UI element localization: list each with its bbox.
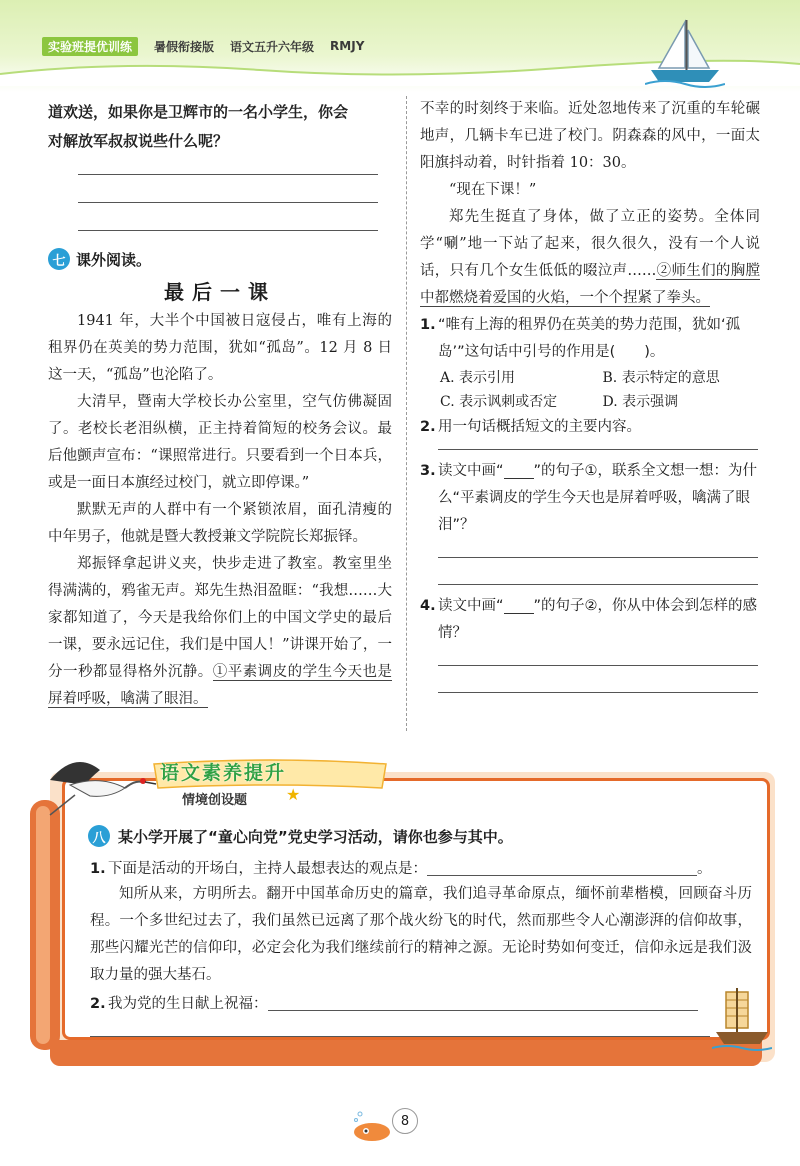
underline-mark — [504, 463, 534, 479]
panel-opening-paragraph: 知所从来，方明所去。翻开中国革命历史的篇章，我们追寻革命原点，缅怀前辈楷模，回顾奋斗历程。一个多世纪过去了，我们虽然已远离了那个战火纷飞的时代，然而那些令人心潮澎湃的信仰故事，那些闪耀光芒的信仰印，必定会化为我们继续前行的精神之源。无论时势如何变迁，信仰永远是我们汲取力量的强大基石。 — [90, 886, 752, 983]
story-paragraph-1: 1941 年，大半个中国被日寇侵占，唯有上海的租界仍在英美的势力范围，犹如“孤岛”。12 月 8 日这一天，“孤岛”也沦陷了。 — [48, 313, 392, 383]
q4-number: 4. — [420, 598, 436, 614]
panel-q2-number: 2. — [90, 996, 106, 1012]
story-paragraph-6 — [420, 204, 760, 312]
story-paragraph-5: “现在下课！” — [449, 182, 537, 198]
q1-options-row-1 — [420, 366, 765, 390]
header-subject: 语文五升六年级 — [230, 39, 315, 54]
q1-option-a[interactable]: A. 表示引用 — [440, 370, 516, 386]
panel-question-1 — [90, 855, 750, 883]
q4-text-a: 读文中画“ — [438, 598, 504, 614]
ribbon-title: 语文素养提升 — [160, 762, 287, 784]
story-paragraph-4-continued: 不幸的时刻终于来临。近处忽地传来了沉重的车轮碾地声，几辆卡车已进了校门。阴森森的风中，一面太阳旗抖动着，时针指着 10：30。 — [420, 101, 760, 171]
section-8-heading — [88, 825, 513, 847]
story-paragraph-4-text: 郑振铎拿起讲义夹，快步走进了教室。教室里坐得满满的，鸦雀无声。郑先生热泪盈眶：“我想……大家都知道了，今天是我给你们上的中国文学史的最后一课，要永远记住，我们是中国人！”讲课开始了，一分一秒都显得格外沉静。 — [48, 556, 392, 680]
answer-line[interactable] — [427, 875, 697, 876]
section-8-badge: 八 — [88, 825, 110, 847]
section-8-title: 某小学开展了“童心向党”党史学习活动，请你也参与其中。 — [118, 827, 513, 846]
answer-line[interactable] — [438, 692, 758, 693]
question-2 — [420, 414, 765, 441]
answer-line[interactable] — [438, 557, 758, 558]
junk-boat-icon — [712, 986, 772, 1056]
q3-text-a: 读文中画“ — [438, 463, 504, 479]
story-paragraph-3: 默默无声的人群中有一个紧锁浓眉，面孔清瘦的中年男子，他就是暨大教授兼文学院院长郑振铎。 — [48, 502, 392, 545]
header-publisher: RMJY — [330, 39, 365, 53]
highlighted-sentence-1: ①平素调皮的学生今天也是屏着呼吸，噙满了眼泪。 — [48, 664, 392, 707]
answer-line[interactable] — [90, 1036, 710, 1037]
q3-number: 3. — [420, 463, 436, 479]
panel-q2-text: 我为党的生日献上祝福： — [108, 996, 268, 1012]
answer-line[interactable] — [438, 584, 758, 585]
answer-line[interactable] — [78, 230, 378, 231]
story-title: 最后一课 — [164, 280, 276, 304]
panel-q1-text: 下面是活动的开场白，主持人最想表达的观点是： — [108, 861, 427, 877]
section-7-title: 课外阅读。 — [76, 250, 152, 269]
panel-q1-end: 。 — [697, 861, 712, 877]
q6-line-1: 道欢送，如果你是卫辉市的一名小学生，你会 — [48, 103, 349, 121]
page-number: 8 — [392, 1108, 418, 1134]
answer-line[interactable] — [78, 174, 378, 175]
answer-line[interactable] — [268, 1010, 698, 1011]
story-paragraph-6-text: 郑先生挺直了身体，做了立正的姿势。全体同学“唰”地一下站了起来，很久很久，没有一个人说话，只有几个女生低低的啜泣声…… — [420, 209, 760, 279]
q1-option-c[interactable]: C. 表示讽刺或否定 — [440, 394, 558, 410]
question-3 — [420, 458, 765, 539]
header-edition: 暑假衔接版 — [154, 39, 215, 54]
q1-option-d[interactable]: D. 表示强调 — [602, 394, 679, 410]
crane-icon — [30, 740, 160, 830]
section-7-heading — [48, 248, 151, 270]
q6-line-2: 对解放军叔叔说些什么呢？ — [48, 132, 229, 150]
header-brand: 实验班提优训练 — [42, 37, 138, 56]
sailboat-icon — [645, 18, 725, 88]
q1-text: “唯有上海的租界仍在英美的势力范围，犹如‘孤岛’”这句话中引号的作用是( )。 — [438, 317, 741, 360]
story-paragraph-2: 大清早，暨南大学校长办公室里，空气仿佛凝固了。老校长老泪纵横，正主持着简短的校务会议。最后他颤声宣布：“课照常进行。只要看到一个日本兵，或是一面日本旗经过校门，就立即停课。” — [48, 394, 392, 491]
submarine-fish-icon — [350, 1106, 398, 1146]
answer-line[interactable] — [438, 665, 758, 666]
q3-text-b: ”的句子①，联系全文想一想：为什么“平素调皮的学生今天也是屏着呼吸，噙满了眼泪”？ — [438, 463, 758, 533]
star-icon: ★ — [286, 785, 301, 804]
q4-text-b: ”的句子②，你从中体会到怎样的感情？ — [438, 598, 758, 641]
reading-questions — [420, 312, 765, 693]
panel-question-2 — [90, 990, 730, 1037]
q2-number: 2. — [420, 419, 436, 435]
q1-options-row-2 — [420, 390, 765, 414]
column-divider — [406, 96, 407, 731]
question-4 — [420, 593, 765, 647]
question-1 — [420, 312, 765, 366]
header-bar — [42, 36, 364, 56]
question-6-continuation — [48, 98, 392, 231]
story-body-right — [420, 96, 760, 312]
section-7-badge: 七 — [48, 248, 70, 270]
answer-line[interactable] — [78, 202, 378, 203]
q1-option-b[interactable]: B. 表示特定的意思 — [602, 370, 720, 386]
story-paragraph-4 — [48, 551, 392, 713]
panel-bottom-band — [50, 1040, 762, 1066]
panel-q1-number: 1. — [90, 861, 106, 877]
q2-text: 用一句话概括短文的主要内容。 — [438, 419, 641, 435]
story-body-left — [48, 308, 392, 713]
ribbon-subtitle: 情境创设题 — [182, 793, 248, 808]
underline-mark — [504, 598, 534, 614]
q1-number: 1. — [420, 317, 436, 333]
answer-line[interactable] — [438, 449, 758, 450]
highlighted-sentence-2: ②师生们的胸膛中都燃烧着爱国的火焰，一个个捏紧了拳头。 — [420, 263, 761, 306]
